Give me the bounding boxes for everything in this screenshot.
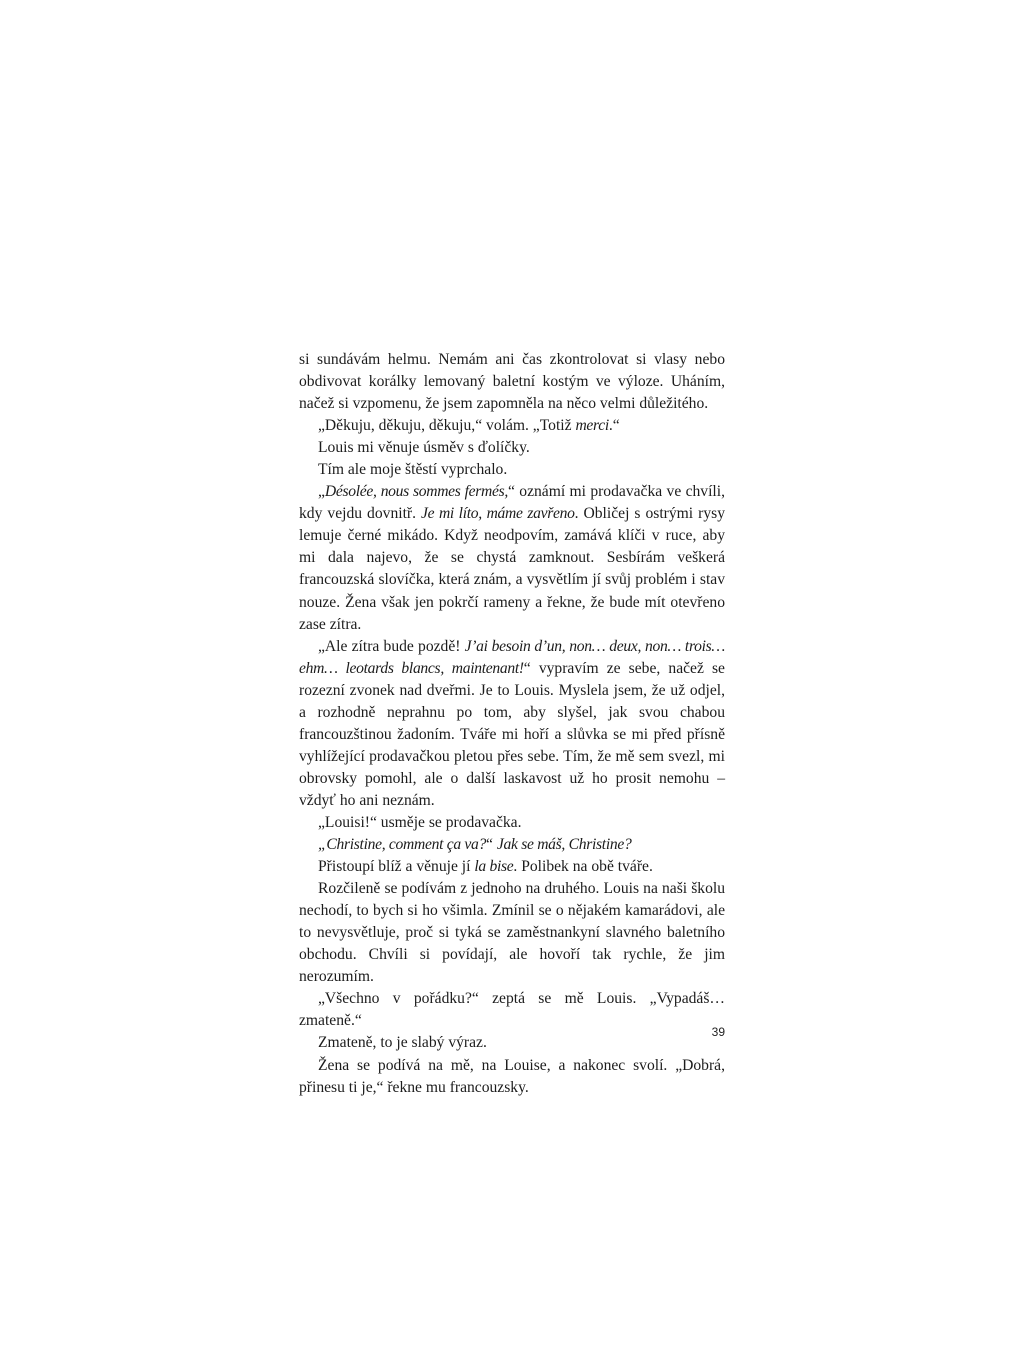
paragraph: Louis mi věnuje úsměv s ďolíčky. [318, 439, 530, 457]
paragraph: Tím ale moje štěstí vyprchalo. [318, 461, 508, 479]
paragraph: Rozčileně se podívám z jednoho na druhého. Louis na naši školu nechodí, to bych si ho všimla. Zmínil se o nějakém kamarádovi, ale to nevysvětluje, proč si tyká se zaměstnankyní slavného baletního obchodu. Chvíli si povídají, ale hovoří tak rychle, že jim nerozumím. [299, 880, 725, 986]
paragraph: „Louisi!“ usměje se prodavačka. [318, 813, 522, 831]
paragraph: si sundávám helmu. Nemám ani čas zkontrolovat si vlasy nebo obdivovat korálky lemovaný baletní kostým ve výloze. Uháním, načež si vzpomenu, že jsem zapomněla na něco velmi důležitého. [299, 351, 725, 413]
paragraph: „Christine, comment ça va?“ Jak se máš, Christine? [318, 836, 632, 854]
paragraph: Žena se podívá na mě, na Louise, a nakonec svolí. „Dobrá, přinesu ti je,“ řekne mu francouzsky. [299, 1056, 725, 1096]
paragraph: „Ale zítra bude pozdě! J’ai besoin d’un, non… deux, non… trois… ehm… leotards blancs, maintenant!“ vypravím ze sebe, načež se rozezní zvonek nad dveřmi. Je to Louis. Myslela jsem, že už odjel, a rozhodně neprahnu po tom, aby slyšel, jak svou chabou francouzštinou žadoním. Tváře mi hoří a slůvka se mi před přísně vyhlížející prodavačkou pletou přes sebe. Tím, že mě sem svezl, mi obrovsky pomohl, ale o další laskavost už ho prosit nemohu – vždyť ho ani neznám. [299, 637, 725, 809]
paragraph: „Všechno v pořádku?“ zeptá se mě Louis. „Vypadáš… zmateně.“ [299, 990, 725, 1030]
paragraph: „Děkuju, děkuju, děkuju,“ volám. „Totiž merci.“ [318, 417, 620, 435]
paragraph: „Désolée, nous sommes fermés,“ oznámí mi prodavačka ve chvíli, kdy vejdu dovnitř. Je mi líto, máme zavřeno. Obličej s ostrými rysy lemuje černé mikádo. Když neodpovím, zamává klíči v ruce, aby mi dala najevo, že se chystá zamknout. Sesbírám veškerá francouzská slovíčka, která znám, a vysvětlím jí svůj problém i stav nouze. Žena však jen pokrčí rameny a řekne, že bude mít otevřeno zase zítra. [299, 483, 726, 633]
paragraph: Zmateně, to je slabý výraz. [318, 1034, 487, 1052]
page-number: 39 [711, 1025, 725, 1039]
paragraph: Přistoupí blíž a věnuje jí la bise. Polibek na obě tváře. [318, 858, 653, 876]
body-text [299, 349, 725, 1099]
